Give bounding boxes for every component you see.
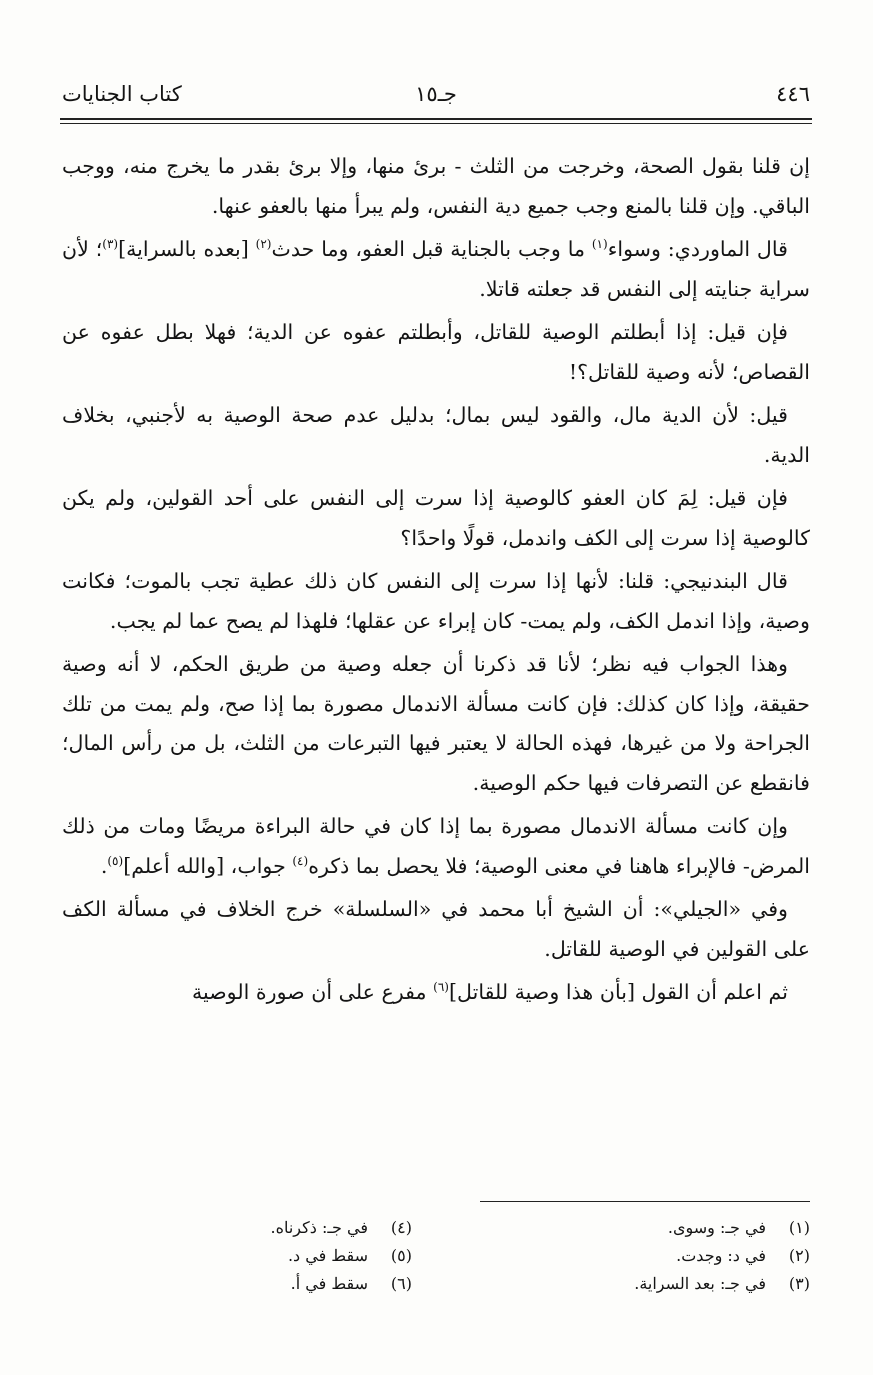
header-rule [60,118,812,120]
footnote-text: في جـ: ذكرناه. [270,1218,368,1237]
paragraph [62,973,810,1013]
footnote [72,1214,412,1242]
main-text [62,147,810,1017]
page-number: ٤٤٦ [776,82,810,106]
footnote-number: (١) [788,1218,810,1237]
footnote-number: (٥) [390,1246,412,1265]
footnote-ref: (٢) [255,237,272,252]
footnote-column-right [470,1214,810,1298]
footnote [470,1270,810,1298]
footnote-separator [480,1201,810,1202]
text-run: ثم اعلم أن القول [بأن هذا وصية للقاتل] [448,980,788,1004]
footnote-ref: (١) [591,237,608,252]
header-rule-thin [60,123,812,124]
footnote-text: في جـ: وسوى. [667,1218,766,1237]
footnote [470,1242,810,1270]
footnote-text: في د: وجدت. [676,1246,766,1265]
text-run: قيل: لأن الدية مال، والقود ليس بمال؛ بدليل عدم صحة الوصية به لأجنبي، بخلاف الدية. [62,403,810,467]
volume-label: جـ١٥ [415,82,457,106]
text-run: قال البندنيجي: قلنا: لأنها إذا سرت إلى النفس كان ذلك عطية تجب بالموت؛ فكانت وصية، وإذا اندمل الكف، ولم يمت- كان إبراء عن عقلها؛ فلهذا لم يصح عما لم يجب. [62,569,810,633]
footnote-text: سقط في أ. [290,1274,368,1293]
paragraph [62,147,810,226]
paragraph [62,890,810,969]
text-run: وهذا الجواب فيه نظر؛ لأنا قد ذكرنا أن جعله وصية من طريق الحكم، لا أنه وصية حقيقة، وإذا كان كذلك: فإن كانت مسألة الاندمال مصورة بما إذا صح، ولم يمت من تلك الجراحة ولا من غيرها، فهذه الحالة لا يعتبر فيها التبرعات من الثلث، بل من رأس المال؛ فانقطع عن التصرفات فيها حكم الوصية. [62,652,810,795]
text-run: جواب، [والله أعلم] [123,853,293,878]
page-header [62,82,810,112]
paragraph [62,230,810,309]
text-run: فإن قيل: لِمَ كان العفو كالوصية إذا سرت إلى النفس على أحد القولين، ولم يكن كالوصية إذا سرت إلى الكف واندمل، قولًا واحدًا؟ [62,486,810,550]
footnote-number: (٢) [788,1246,810,1265]
paragraph [62,396,810,475]
footnote-ref: (٣) [102,237,119,252]
footnote-column-left [72,1214,412,1298]
footnote-number: (٦) [390,1274,412,1293]
text-run: فإن قيل: إذا أبطلتم الوصية للقاتل، وأبطلتم عفوه عن الدية؛ فهلا بطل عفوه عن القصاص؛ لأنه وصية للقاتل؟! [62,320,810,384]
footnote-ref: (٥) [107,853,124,868]
paragraph [62,562,810,641]
footnote [72,1270,412,1298]
text-run: إن قلنا بقول الصحة، وخرجت من الثلث - برئ منها، وإلا برئ بقدر ما يخرج منه، ووجب الباقي. وإن قلنا بالمنع وجب جميع دية النفس، ولم يبرأ منها بالعفو عنها. [62,154,810,218]
footnote-number: (٤) [390,1218,412,1237]
paragraph [62,479,810,558]
text-run: مفرع على أن صورة الوصية [191,980,434,1004]
footnote-text: سقط في د. [287,1246,368,1265]
paragraph [62,645,810,803]
text-run: قال الماوردي: وسواء [607,237,788,261]
text-run: ؛ لأن سراية جنايته إلى النفس قد جعلته قاتلا. [62,237,810,301]
footnote-text: في جـ: بعد السراية. [634,1274,766,1293]
book-title: كتاب الجنايات [62,82,182,106]
footnote-number: (٣) [788,1274,810,1293]
footnote-ref: (٦) [433,980,449,995]
text-run: . [100,853,108,878]
paragraph [62,807,810,886]
text-run: وفي «الجيلي»: أن الشيخ أبا محمد في «السلسلة» خرج الخلاف في مسألة الكف على القولين في الوصية للقاتل. [62,897,810,961]
footnote [72,1242,412,1270]
footnote-ref: (٤) [292,853,309,868]
text-run: [بعده بالسراية] [118,237,256,261]
text-run: وإن كانت مسألة الاندمال مصورة بما إذا كان في حالة البراءة مريضًا ومات من ذلك المرض- فالإبراء هاهنا في معنى الوصية؛ فلا يحصل بما ذكره [62,814,810,878]
footnote [470,1214,810,1242]
text-run: ما وجب بالجناية قبل العفو، وما حدث [271,237,592,261]
paragraph [62,313,810,392]
